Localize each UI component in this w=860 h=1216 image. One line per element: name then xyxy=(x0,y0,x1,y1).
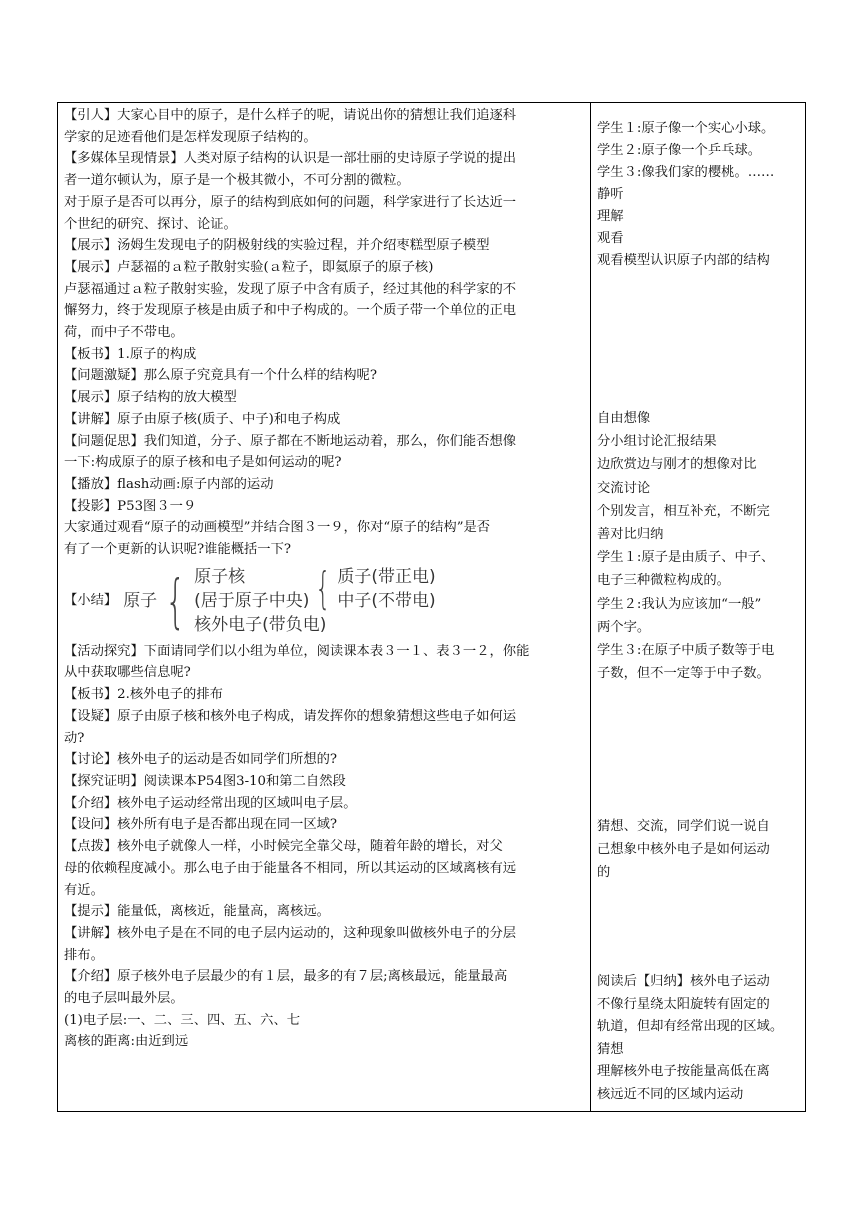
text-line: 卢瑟福通过ａ粒子散射实验，发现了原子中含有质子，经过其他的科学家的不 xyxy=(64,281,517,297)
left-brace-icon: { xyxy=(315,562,332,614)
text-line: 【展示】原子结构的放大模型 xyxy=(64,390,237,406)
nucleus-label: 原子核 xyxy=(194,566,246,587)
teacher-activity-column xyxy=(64,105,586,1053)
text-line: 阅读后【归纳】核外电子运动 xyxy=(597,974,770,989)
text-line: 【播放】flash动画:原子内部的运动 xyxy=(64,476,274,492)
nucleus-note: (居于原子中央) xyxy=(194,590,310,611)
text-line: 学生３:像我们家的樱桃。…… xyxy=(597,165,775,180)
lesson-table xyxy=(57,102,806,1112)
text-line: 【板书】2.核外电子的排布 xyxy=(64,687,223,703)
student-response-group xyxy=(597,971,803,1107)
text-line: 分小组讨论汇报结果 xyxy=(597,434,717,450)
text-line: 【点拨】核外电子就像人一样，小时候完全靠父母，随着年龄的增长，对父 xyxy=(64,839,503,855)
text-line: 【介绍】原子核外电子层最少的有１层，最多的有７层;离核最远，能量最高 xyxy=(64,969,508,985)
text-line: 个别发言，相互补充，不断完 xyxy=(597,503,770,519)
text-line: 核远近不同的区域内运动 xyxy=(597,1086,744,1102)
summary-label: 【小结】 xyxy=(64,592,118,608)
text-line: 【引人】大家心目中的原子，是什么样子的呢，请说出你的猜想让我们追逐科 xyxy=(64,108,517,123)
text-line: 【投影】P53图３一９ xyxy=(64,498,197,514)
neutron-label: 中子(不带电) xyxy=(337,590,436,611)
text-line: 学家的足迹看他们是怎样发现原子结构的。 xyxy=(64,129,317,145)
text-line: 从中获取哪些信息呢? xyxy=(64,665,191,681)
text-line: 两个字。 xyxy=(597,619,651,635)
text-line: 排布。 xyxy=(64,947,104,963)
text-line: 交流讨论 xyxy=(597,480,651,496)
text-line: 理解核外电子按能量高低在离 xyxy=(597,1064,770,1080)
text-line: 【探究证明】阅读课本P54图3-10和第二自然段 xyxy=(64,773,346,789)
text-line: 母的依赖程度减小。那么电子由于能量各不相同，所以其运动的区域离核有远 xyxy=(64,860,517,876)
text-line: 善对比归纳 xyxy=(597,527,664,543)
text-line: 学生１:原子像一个实心小球。 xyxy=(597,121,775,136)
text-line: 【介绍】核外电子运动经常出现的区域叫电子层。 xyxy=(64,795,357,811)
text-line: 猜想、交流，同学们说一说自 xyxy=(597,819,770,834)
text-line: 【多媒体呈现情景】人类对原子结构的认识是一部壮丽的史诗原子学说的提出 xyxy=(64,151,517,167)
text-line: 子数，但不一定等于中子数。 xyxy=(597,666,770,682)
text-line: 学生２:我认为应该加“一般” xyxy=(597,596,762,612)
text-line: 【讲解】核外电子是在不同的电子层内运动的，这种现象叫做核外电子的分层 xyxy=(64,925,517,941)
text-line: 【活动探究】下面请同学们以小组为单位，阅读课本表３一１、表３一２，你能 xyxy=(64,643,530,659)
student-response-group xyxy=(597,118,803,272)
text-line: 离核的距离:由近到远 xyxy=(64,1034,189,1050)
text-line: 静听 xyxy=(597,187,624,202)
text-line: 边欣赏边与刚才的想像对比 xyxy=(597,457,757,473)
text-line: 【展示】汤姆生发现电子的阴极射线的实验过程，并介绍枣糕型原子模型 xyxy=(64,238,490,254)
text-line: 学生３:在原子中质子数等于电 xyxy=(597,643,775,659)
text-line: 【问题促思】我们知道，分子、原子都在不断地运动着，那么，你们能否想像 xyxy=(64,433,517,449)
column-divider xyxy=(590,103,591,1111)
text-line: 【提示】能量低，离核近，能量高，离核远。 xyxy=(64,904,330,920)
text-line: 大家通过观看“原子的动画模型”并结合图３一９，你对“原子的结构”是否 xyxy=(64,520,491,536)
text-line: 学生１:原子是由质子、中子、 xyxy=(597,550,775,566)
electron-label: 核外电子(带负电) xyxy=(194,614,327,635)
student-response-group xyxy=(597,815,803,884)
text-line: 观看 xyxy=(597,231,624,246)
text-line: 【问题激疑】那么原子究竟具有一个什么样的结构呢? xyxy=(64,368,377,384)
text-line: 【设疑】原子由原子核和核外电子构成，请发挥你的想象猜想这些电子如何运 xyxy=(64,708,517,724)
text-line: 【设问】核外所有电子是否都出现在同一区域? xyxy=(64,817,338,833)
text-line: 的 xyxy=(597,865,611,880)
text-line: 动? xyxy=(64,730,85,746)
text-line: (1)电子层:一、二、三、四、五、六、七 xyxy=(64,1012,301,1028)
text-line: 不像行星绕太阳旋转有固定的 xyxy=(597,996,770,1012)
text-line: 者一道尔顿认为，原子是一个极其微小，不可分割的微粒。 xyxy=(64,173,410,189)
text-line: 学生２:原子像一个乒乓球。 xyxy=(597,143,762,158)
text-line: 有了一个更新的认识呢?谁能概括一下? xyxy=(64,542,292,558)
atom-structure-figure xyxy=(123,562,436,637)
proton-label: 质子(带正电) xyxy=(337,566,436,587)
atom-structure-summary xyxy=(64,561,586,641)
text-line: 理解 xyxy=(597,209,624,224)
text-line: 【讲解】原子由原子核(质子、中子)和电子构成 xyxy=(64,411,341,427)
text-line: 【讨论】核外电子的运动是否如同学们所想的? xyxy=(64,752,338,768)
student-response-group xyxy=(597,407,803,685)
text-line: 自由想像 xyxy=(597,411,651,426)
atom-label: 原子 xyxy=(123,590,158,611)
text-line: 有近。 xyxy=(64,882,104,898)
text-line: 荷，而中子不带电。 xyxy=(64,325,184,341)
text-line: 的电子层叫最外层。 xyxy=(64,991,184,1007)
text-line: 观看模型认识原子内部的结构 xyxy=(597,253,770,268)
text-line: 猜想 xyxy=(597,1041,624,1057)
text-line: 对于原子是否可以再分，原子的结构到底如何的问题，科学家进行了长达近一 xyxy=(64,194,517,210)
text-line: 个世纪的研究、探讨、论证。 xyxy=(64,216,237,232)
text-line: 一下:构成原子的原子核和电子是如何运动的呢? xyxy=(64,455,342,471)
text-line: 【板书】1.原子的构成 xyxy=(64,346,197,362)
text-line: 电子三种微粒构成的。 xyxy=(597,573,730,589)
left-brace-icon: { xyxy=(165,566,186,635)
text-line: 懈努力，终于发现原子核是由质子和中子构成的。一个质子带一个单位的正电 xyxy=(64,303,517,319)
text-line: 轨道，但却有经常出现的区域。 xyxy=(597,1019,784,1035)
text-line: 【展示】卢瑟福的ａ粒子散射实验(ａ粒子，即氦原子的原子核) xyxy=(64,259,434,275)
text-line: 己想象中核外电子是如何运动 xyxy=(597,842,770,857)
